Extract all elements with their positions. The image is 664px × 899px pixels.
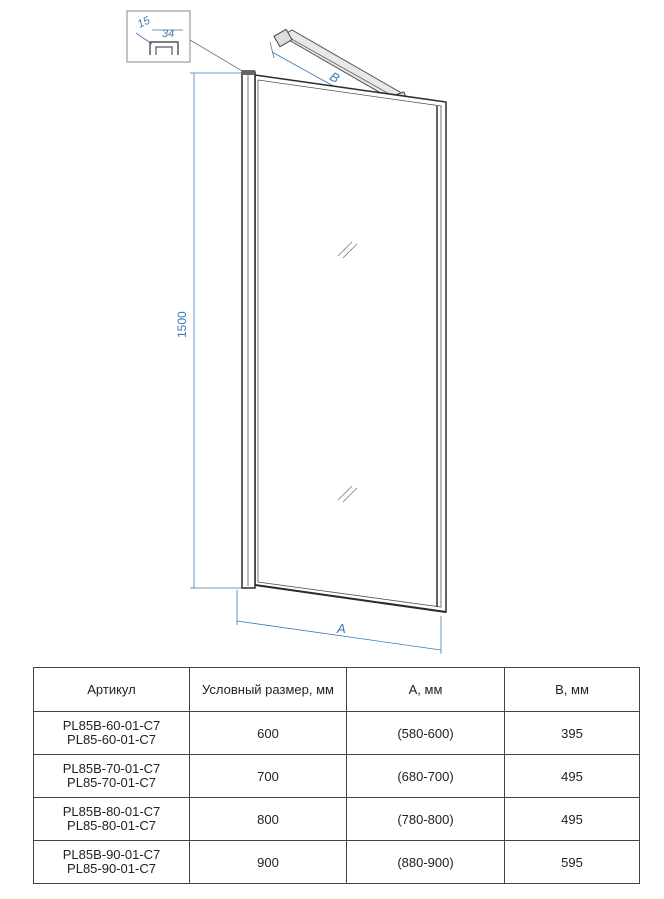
b-cell: 595: [505, 841, 640, 884]
b-cell: 495: [505, 755, 640, 798]
header-a-mm: А, мм: [347, 668, 505, 712]
size-cell: 800: [190, 798, 347, 841]
a-cell: (580-600): [347, 712, 505, 755]
dimension-height: [175, 73, 242, 588]
dimension-a-label: A: [337, 621, 346, 636]
profile-detail-inset: [127, 11, 190, 62]
table-header-row: [34, 668, 640, 712]
table-row: [34, 712, 640, 755]
b-cell: 395: [505, 712, 640, 755]
wall-profile: [242, 70, 255, 588]
article-cell: [34, 712, 190, 755]
header-b-mm: В, мм: [505, 668, 640, 712]
b-cell: 495: [505, 798, 640, 841]
size-cell: 900: [190, 841, 347, 884]
table-row: [34, 841, 640, 884]
a-cell: (680-700): [347, 755, 505, 798]
table-row: [34, 755, 640, 798]
article-code: PL85-70-01-C7: [67, 775, 156, 790]
article-cell: [34, 755, 190, 798]
article-code: PL85B-80-01-C7: [62, 804, 161, 819]
article-code: PL85B-60-01-C7: [62, 718, 161, 733]
size-cell: 600: [190, 712, 347, 755]
a-cell: (880-900): [347, 841, 505, 884]
specification-table: [33, 667, 640, 884]
detail-dim-34: 34: [162, 28, 175, 40]
header-nominal-size: Условный размер, мм: [190, 668, 347, 712]
article-code: PL85-90-01-C7: [67, 861, 156, 876]
article-code: PL85B-90-01-C7: [62, 847, 161, 862]
detail-dim-15: 15: [135, 14, 152, 31]
dimension-b-label: B: [327, 68, 343, 86]
article-cell: [34, 841, 190, 884]
header-article: Артикул: [34, 668, 190, 712]
dimension-height-label: 1500: [175, 311, 189, 338]
article-code: PL85-80-01-C7: [67, 818, 156, 833]
a-cell: (780-800): [347, 798, 505, 841]
article-code: PL85B-70-01-C7: [62, 761, 161, 776]
article-cell: [34, 798, 190, 841]
article-code: PL85-60-01-C7: [67, 732, 156, 747]
table-row: [34, 798, 640, 841]
glass-panel: [255, 75, 446, 612]
size-cell: 700: [190, 755, 347, 798]
